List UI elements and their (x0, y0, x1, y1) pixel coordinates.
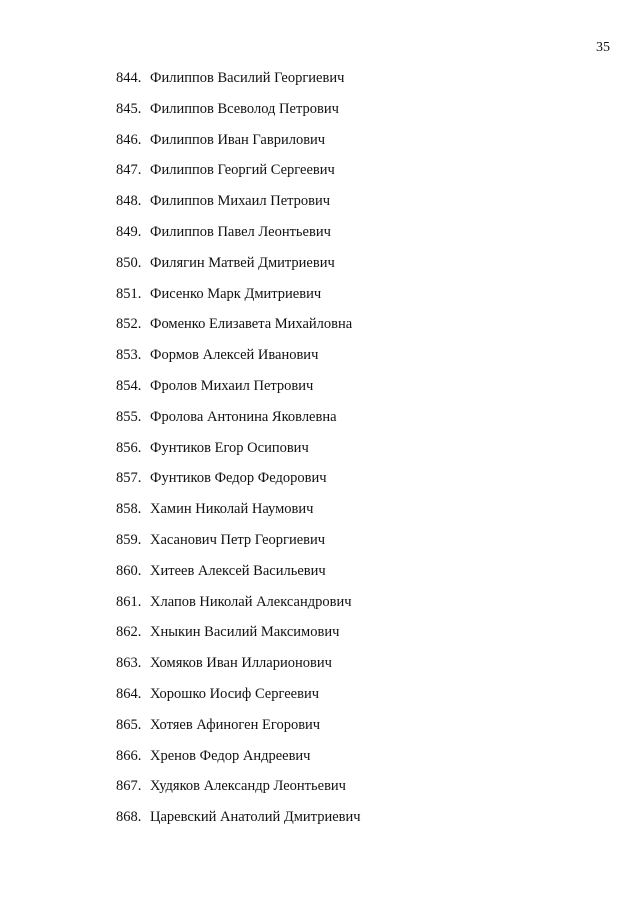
entry-name: Фисенко Марк Дмитриевич (150, 285, 322, 302)
entry-name: Филягин Матвей Дмитриевич (150, 254, 335, 271)
entry-number: 845. (116, 100, 142, 117)
entry-number: 848. (116, 193, 142, 210)
entry-name: Фунтиков Егор Осипович (150, 439, 309, 456)
list-item (116, 101, 361, 132)
entry-number: 866. (116, 747, 142, 764)
entry-name: Филиппов Василий Георгиевич (150, 70, 345, 86)
list-item (116, 778, 361, 809)
list-item (116, 655, 361, 686)
list-item (116, 748, 361, 779)
entry-number: 853. (116, 347, 142, 364)
list-item (116, 132, 361, 163)
entry-number: 857. (116, 470, 142, 487)
entry-number: 844. (116, 70, 142, 86)
entry-name: Хлапов Николай Александрович (150, 593, 352, 610)
list-item (116, 594, 361, 625)
entry-name: Филиппов Георгий Сергеевич (150, 162, 335, 179)
entry-number: 856. (116, 439, 142, 456)
list-item (116, 162, 361, 193)
list-item (116, 378, 361, 409)
entry-number: 867. (116, 778, 142, 795)
entry-name: Хотяев Афиноген Егорович (150, 716, 321, 733)
list-item (116, 347, 361, 378)
entry-name: Филиппов Иван Гаврилович (150, 131, 326, 148)
list-item (116, 686, 361, 717)
entry-number: 863. (116, 655, 142, 672)
list-item (116, 440, 361, 471)
entry-number: 859. (116, 531, 142, 548)
list-item (116, 70, 361, 101)
entry-name: Худяков Александр Леонтьевич (150, 778, 346, 795)
entry-name: Филиппов Всеволод Петрович (150, 100, 339, 117)
entry-name: Хасанович Петр Георгиевич (150, 531, 326, 548)
entry-number: 854. (116, 377, 142, 394)
entry-number: 861. (116, 593, 142, 610)
entry-name: Фунтиков Федор Федорович (150, 470, 327, 487)
entry-number: 849. (116, 223, 142, 240)
entry-number: 852. (116, 316, 142, 333)
list-item (116, 624, 361, 655)
entry-name: Фоменко Елизавета Михайловна (150, 316, 353, 333)
entry-number: 858. (116, 501, 142, 518)
list-item (116, 809, 361, 840)
entry-number: 865. (116, 716, 142, 733)
list-item (116, 286, 361, 317)
list-item (116, 255, 361, 286)
entry-name: Филиппов Павел Леонтьевич (150, 223, 331, 240)
entry-number: 864. (116, 685, 142, 702)
entry-number: 855. (116, 408, 142, 425)
name-list (116, 70, 361, 840)
list-item (116, 717, 361, 748)
entry-name: Хорошко Иосиф Сергеевич (150, 685, 320, 702)
entry-number: 846. (116, 131, 142, 148)
entry-name: Филиппов Михаил Петрович (150, 193, 331, 210)
entry-number: 850. (116, 254, 142, 271)
list-item (116, 316, 361, 347)
entry-name: Хомяков Иван Илларионович (150, 655, 332, 672)
entry-number: 847. (116, 162, 142, 179)
list-item (116, 563, 361, 594)
list-item (116, 193, 361, 224)
entry-number: 862. (116, 624, 142, 641)
entry-name: Хренов Федор Андреевич (150, 747, 311, 764)
list-item (116, 470, 361, 501)
list-item (116, 501, 361, 532)
entry-number: 860. (116, 562, 142, 579)
entry-name: Хныкин Василий Максимович (150, 624, 340, 641)
entry-name: Формов Алексей Иванович (150, 347, 319, 364)
page-number: 35 (596, 40, 610, 55)
entry-name: Хамин Николай Наумович (150, 501, 314, 518)
entry-name: Фролов Михаил Петрович (150, 377, 314, 394)
entry-number: 868. (116, 809, 142, 826)
list-item (116, 224, 361, 255)
entry-name: Царевский Анатолий Дмитриевич (150, 809, 361, 826)
entry-name: Фролова Антонина Яковлевна (150, 408, 337, 425)
list-item (116, 532, 361, 563)
list-item (116, 409, 361, 440)
entry-name: Хитеев Алексей Васильевич (150, 562, 326, 579)
entry-number: 851. (116, 285, 142, 302)
